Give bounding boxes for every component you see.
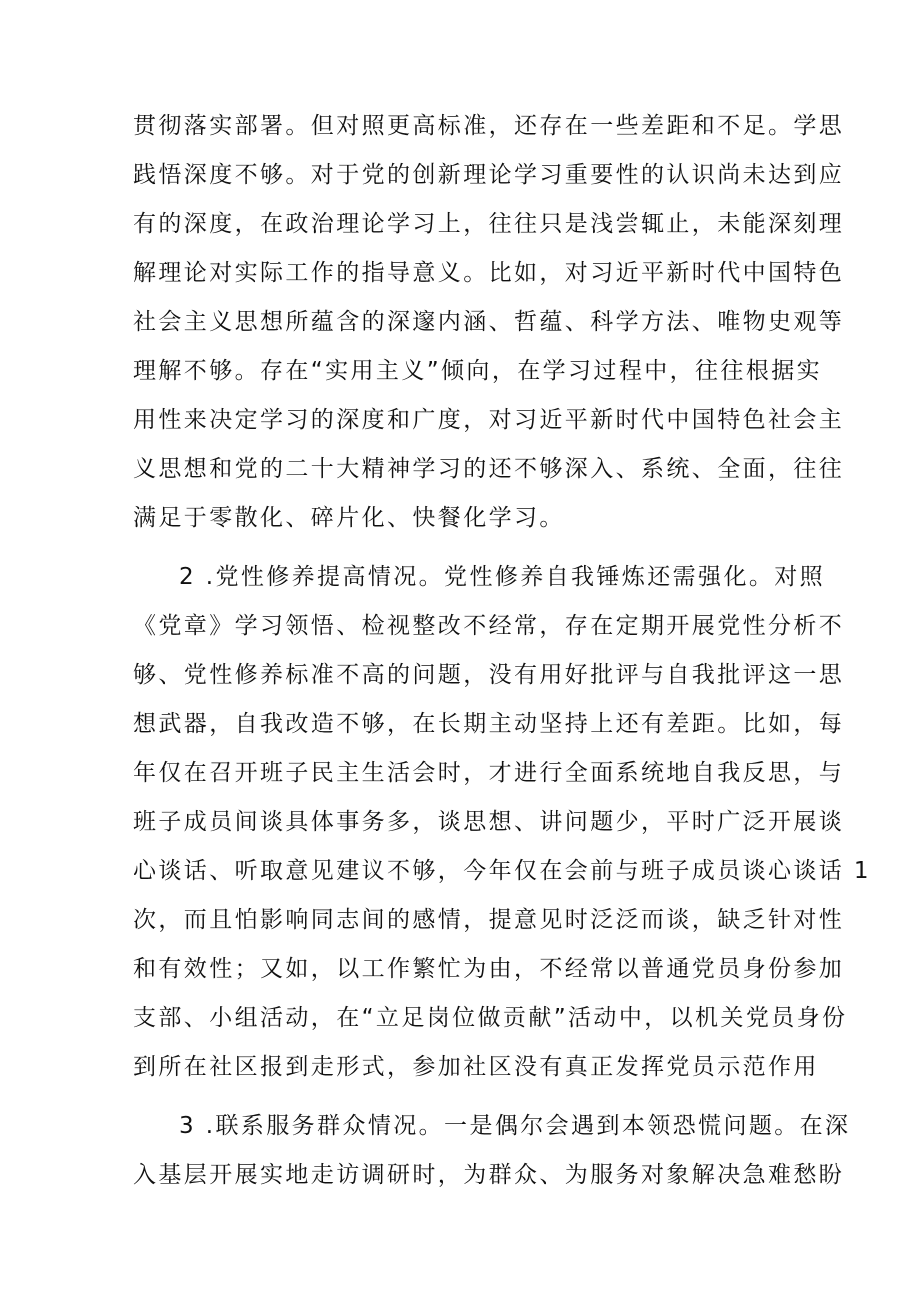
text-line: 《党章》学习领悟、检视整改不经常，存在定期开展党性分析不 xyxy=(133,613,845,639)
text-line: 支部、小组活动，在“立足岗位做贡献”活动中，以机关党员身份 xyxy=(133,1005,848,1031)
text-line: 用性来决定学习的深度和广度，对习近平新时代中国特色社会主 xyxy=(133,407,845,433)
text-line: 有的深度，在政治理论学习上，往往只是浅尝辄止，未能深刻理 xyxy=(133,211,845,237)
text-line: 2 .党性修养提高情况。党性修养自我锤炼还需强化。对照 xyxy=(179,564,826,590)
text-line: 解理论对实际工作的指导意义。比如，对习近平新时代中国特色 xyxy=(133,260,845,286)
text-line: 满足于零散化、碎片化、快餐化学习。 xyxy=(133,505,565,531)
text-line: 贯彻落实部署。但对照更高标准，还存在一些差距和不足。学思 xyxy=(133,113,845,139)
text-line: 入基层开展实地走访调研时，为群众、为服务对象解决急难愁盼 xyxy=(133,1162,845,1188)
paragraph-2 xyxy=(133,553,871,1092)
text-line: 次，而且怕影响同志间的感情，提意见时泛泛而谈，缺乏针对性 xyxy=(133,907,845,933)
text-line: 践悟深度不够。对于党的创新理论学习重要性的认识尚未达到应 xyxy=(133,162,845,188)
text-line: 到所在社区报到走形式，参加社区没有真正发挥党员示范作用 xyxy=(133,1054,819,1080)
text-line: 想武器，自我改造不够，在长期主动坚持上还有差距。比如，每 xyxy=(133,711,845,737)
paragraph-1 xyxy=(133,102,845,543)
text-line: 理解不够。存在“实用主义”倾向，在学习过程中，往往根据实 xyxy=(133,358,823,384)
text-line: 3 .联系服务群众情况。一是偶尔会遇到本领恐慌问题。在深 xyxy=(179,1113,851,1139)
text-line: 够、党性修养标准不高的问题，没有用好批评与自我批评这一思 xyxy=(133,662,845,688)
text-line: 心谈话、听取意见建议不够，今年仅在会前与班子成员谈心谈话 1 xyxy=(133,858,871,884)
text-line: 和有效性；又如，以工作繁忙为由，不经常以普通党员身份参加 xyxy=(133,956,845,982)
document-body xyxy=(133,102,871,1200)
text-line: 年仅在召开班子民主生活会时，才进行全面系统地自我反思，与 xyxy=(133,760,845,786)
paragraph-3 xyxy=(133,1102,851,1200)
text-line: 义思想和党的二十大精神学习的还不够深入、系统、全面，往往 xyxy=(133,456,845,482)
text-line: 班子成员间谈具体事务多，谈思想、讲问题少，平时广泛开展谈 xyxy=(133,809,845,835)
text-line: 社会主义思想所蕴含的深邃内涵、哲蕴、科学方法、唯物史观等 xyxy=(133,309,845,335)
